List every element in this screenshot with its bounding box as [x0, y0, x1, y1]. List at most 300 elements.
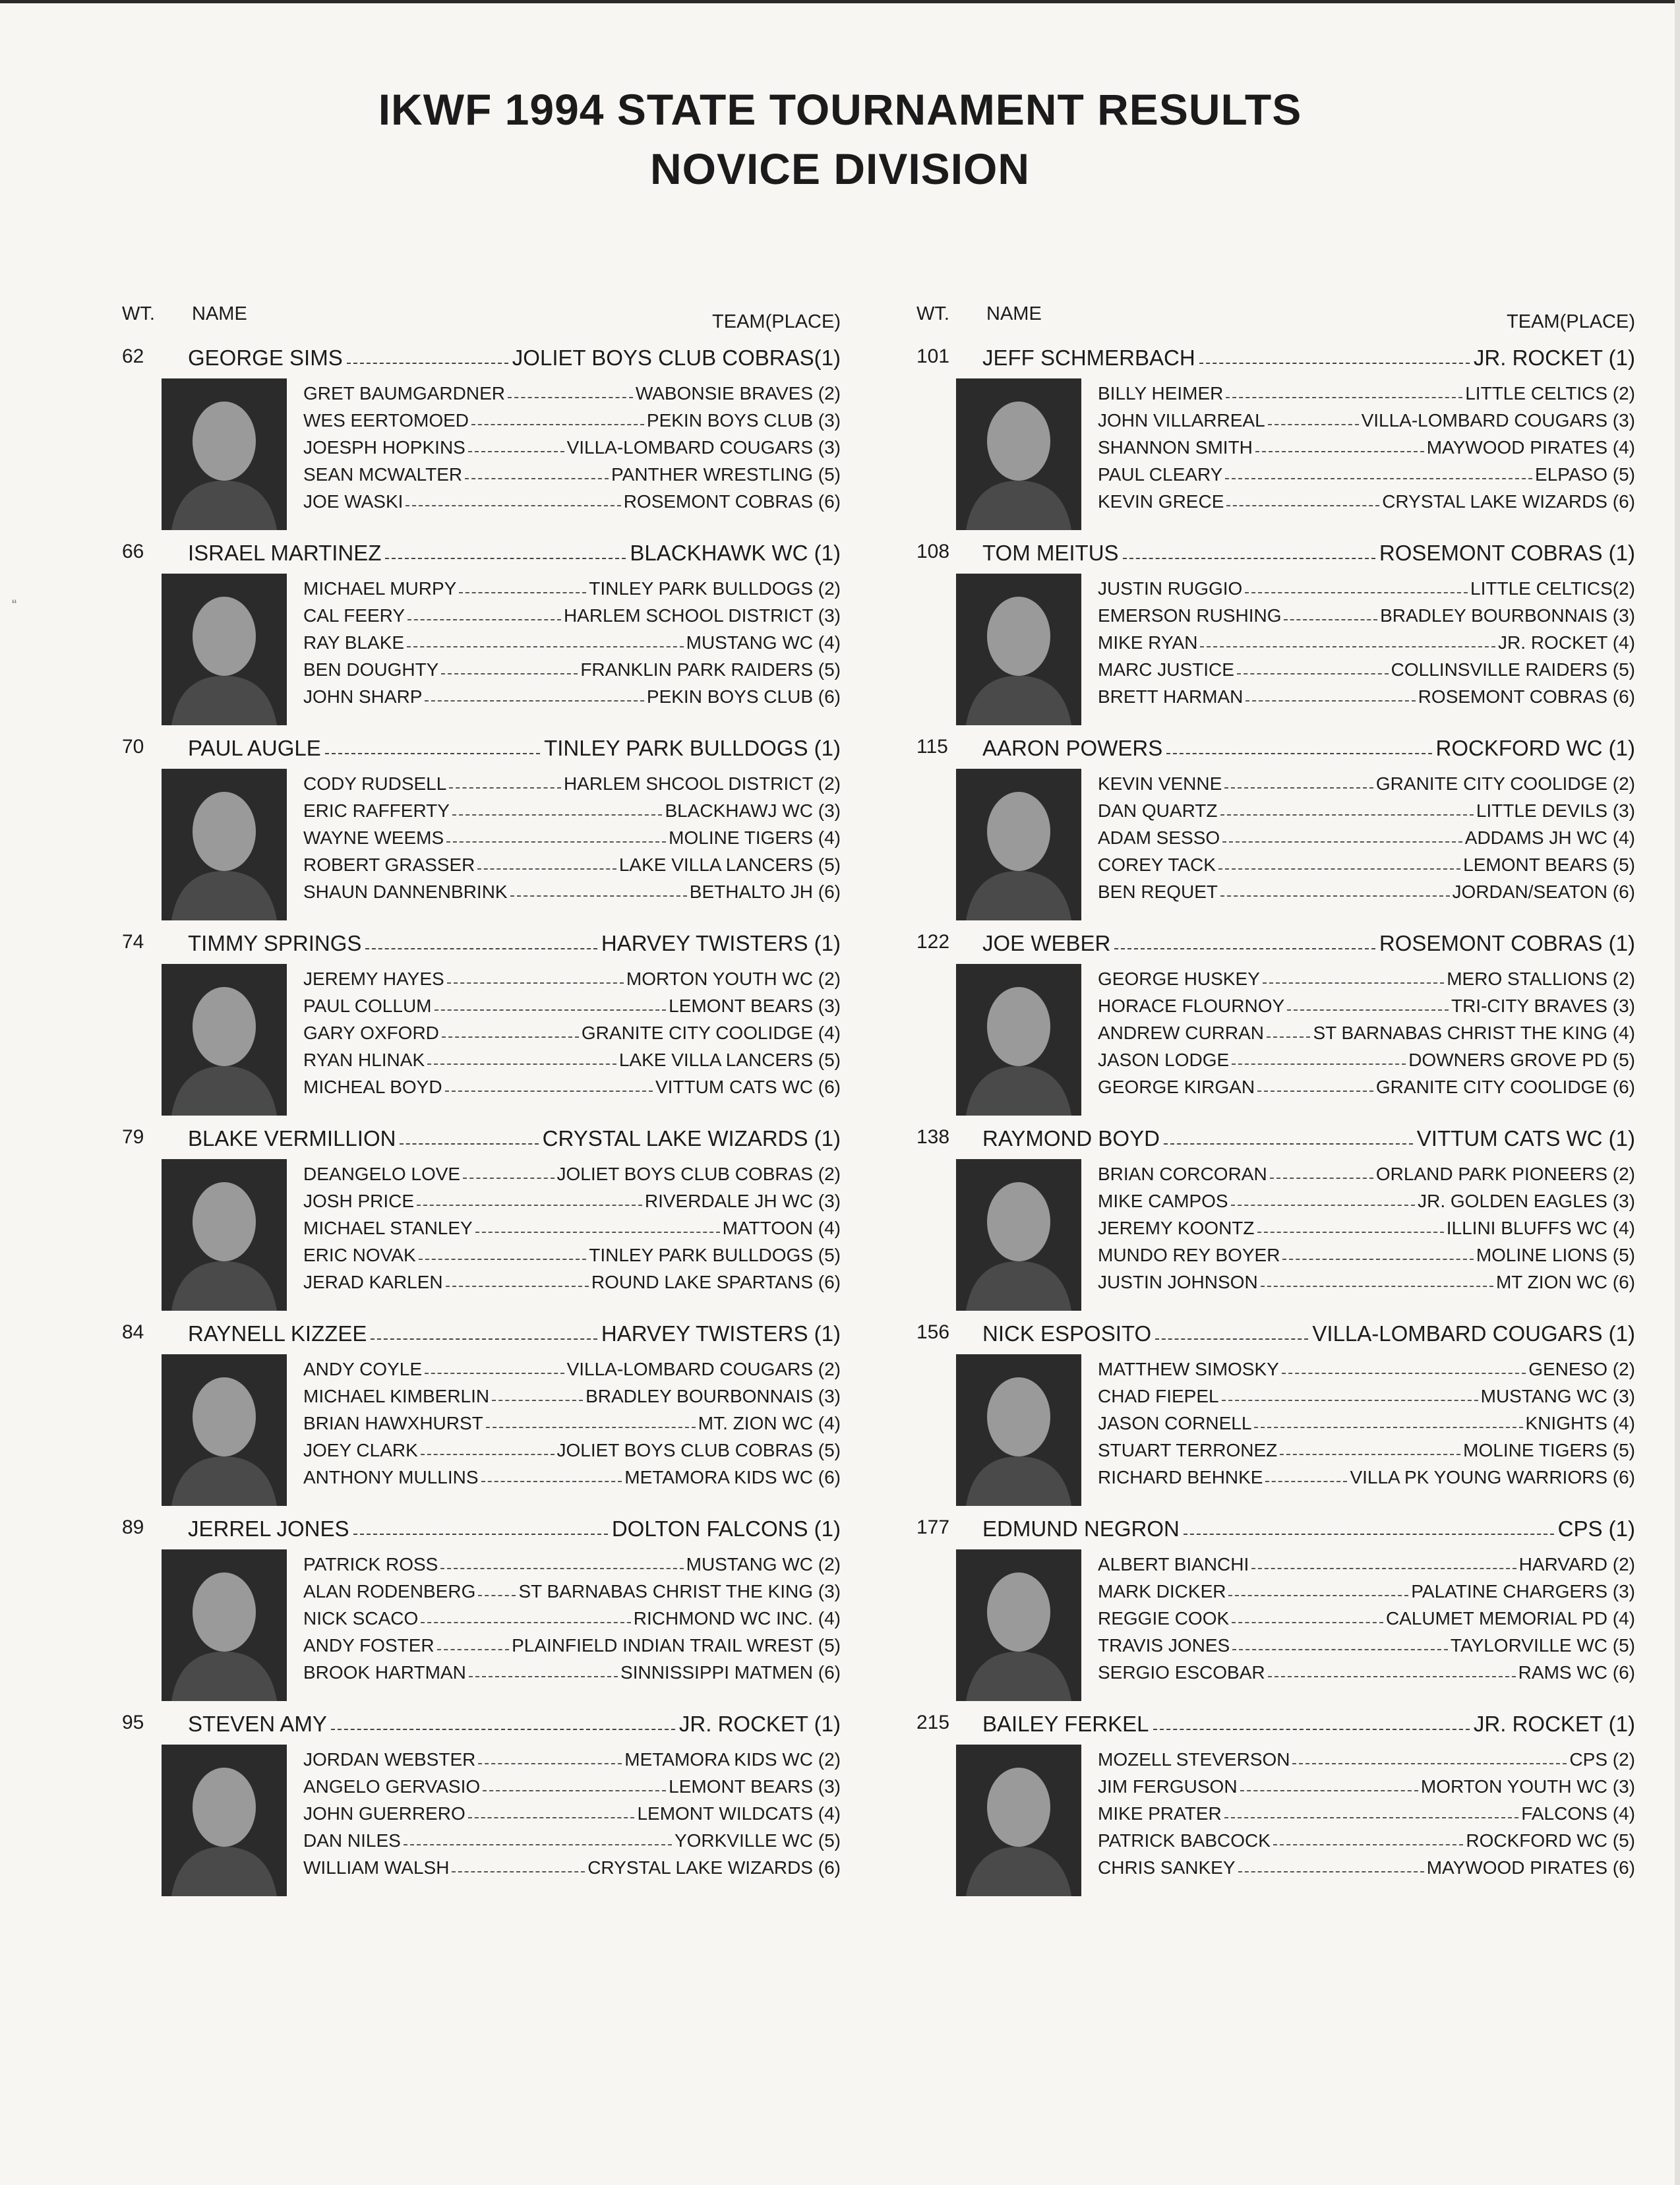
placer-name: GEORGE HUSKEY — [1098, 969, 1260, 989]
champion-team-place: CPS (1) — [1557, 1516, 1635, 1541]
dotted-leader — [1114, 948, 1375, 949]
dotted-leader — [1257, 1232, 1444, 1233]
placer-list — [303, 377, 841, 512]
dotted-leader — [471, 424, 644, 425]
placer-row — [303, 599, 841, 626]
weight-value: 70 — [122, 736, 144, 758]
champion-name: JOE WEBER — [982, 931, 1111, 955]
dotted-leader — [1287, 1009, 1449, 1011]
placer-team-place: MUSTANG WC (4) — [686, 632, 841, 653]
dotted-leader — [1232, 1063, 1406, 1065]
dotted-leader — [407, 619, 561, 620]
placer-list — [303, 572, 841, 707]
placer-list — [1098, 963, 1635, 1098]
champion-team-place: DOLTON FALCONS (1) — [611, 1516, 841, 1541]
placer-row — [303, 1575, 841, 1602]
dotted-leader — [1261, 1286, 1493, 1287]
placer-row — [1098, 1017, 1635, 1044]
dotted-leader — [1200, 646, 1495, 647]
team-place-header: TEAM(PLACE) — [1507, 311, 1635, 332]
placer-name: SERGIO ESCOBAR — [1098, 1662, 1265, 1683]
placer-row — [1098, 485, 1635, 512]
placer-list — [303, 963, 841, 1098]
placer-name: JOEY CLARK — [303, 1440, 418, 1460]
placer-team-place: VILLA-LOMBARD COUGARS (3) — [1361, 410, 1635, 431]
champion-name: TOM MEITUS — [982, 541, 1119, 565]
champion-team-place: JR. ROCKET (1) — [1473, 1712, 1635, 1736]
placer-team-place: TINLEY PARK BULLDOGS (2) — [589, 578, 841, 599]
dotted-leader — [468, 451, 564, 452]
champion-name: RAYMOND BOYD — [982, 1126, 1160, 1151]
dotted-leader — [445, 1091, 653, 1092]
placer-team-place: TINLEY PARK BULLDOGS (5) — [589, 1245, 841, 1265]
dotted-leader — [1218, 868, 1460, 870]
wrestler-photo — [162, 769, 287, 920]
placer-row — [303, 1407, 841, 1434]
placer-name: BRETT HARMAN — [1098, 686, 1244, 707]
weight-header: WT. — [916, 303, 949, 324]
placer-name: MIKE PRATER — [1098, 1803, 1222, 1824]
dotted-leader — [404, 1844, 672, 1845]
placer-row — [1098, 1266, 1635, 1293]
placer-row — [303, 1434, 841, 1461]
dotted-leader — [483, 1790, 666, 1791]
placer-row — [1098, 1044, 1635, 1071]
placer-row — [1098, 1461, 1635, 1488]
dotted-leader — [508, 397, 633, 398]
dotted-leader — [1263, 982, 1444, 984]
page-title: IKWF 1994 STATE TOURNAMENT RESULTS — [378, 85, 1302, 134]
placer-row — [303, 1548, 841, 1575]
placer-name: EMERSON RUSHING — [1098, 605, 1282, 626]
placer-row — [303, 1239, 841, 1266]
placer-team-place: LEMONT WILDCATS (4) — [637, 1803, 841, 1824]
placer-team-place: LEMONT BEARS (3) — [669, 1776, 841, 1797]
placer-name: JOESPH HOPKINS — [303, 437, 465, 458]
dotted-leader — [446, 841, 666, 843]
weight-class-block — [916, 345, 1635, 538]
weight-value: 122 — [916, 931, 950, 953]
placer-row — [1098, 1212, 1635, 1239]
placer-row — [303, 377, 841, 404]
champion-name: JERREL JONES — [188, 1516, 349, 1541]
dotted-leader — [1232, 1649, 1448, 1650]
placer-name: TRAVIS JONES — [1098, 1635, 1230, 1656]
champion-row — [982, 541, 1635, 566]
dotted-leader — [1257, 1091, 1373, 1092]
dotted-leader — [1155, 1338, 1308, 1340]
margin-mark: “ — [12, 597, 17, 613]
dotted-leader — [435, 1009, 667, 1011]
dotted-leader — [463, 1178, 554, 1179]
placer-row — [1098, 1851, 1635, 1878]
placer-name: MICHEAL BOYD — [303, 1077, 442, 1097]
placer-row — [303, 794, 841, 822]
placer-name: ALBERT BIANCHI — [1098, 1554, 1249, 1574]
placer-team-place: CRYSTAL LAKE WIZARDS (6) — [1382, 491, 1635, 512]
weight-value: 101 — [916, 345, 950, 367]
placer-name: MARK DICKER — [1098, 1581, 1226, 1601]
placer-team-place: PLAINFIELD INDIAN TRAIL WREST (5) — [512, 1635, 841, 1656]
placer-name: GRET BAUMGARDNER — [303, 383, 505, 404]
dotted-leader — [1273, 1844, 1463, 1845]
dotted-leader — [425, 1373, 564, 1374]
dotted-leader — [1268, 424, 1359, 425]
placer-team-place: MATTOON (4) — [722, 1218, 841, 1238]
placer-row — [303, 1266, 841, 1293]
wrestler-photo — [162, 574, 287, 725]
weight-value: 84 — [122, 1321, 144, 1343]
wrestler-photo — [956, 964, 1081, 1116]
dotted-leader — [442, 1036, 579, 1038]
dotted-leader — [427, 1063, 616, 1065]
placer-team-place: GRANITE CITY COOLIDGE (6) — [1375, 1077, 1635, 1097]
placer-row — [1098, 404, 1635, 431]
champion-name: PAUL AUGLE — [188, 736, 321, 760]
placer-row — [303, 1044, 841, 1071]
dotted-leader — [1245, 700, 1415, 702]
placer-row — [1098, 876, 1635, 903]
placer-row — [303, 1629, 841, 1656]
dotted-leader — [1254, 1427, 1522, 1428]
placer-team-place: VITTUM CATS WC (6) — [655, 1077, 841, 1097]
placer-name: BROOK HARTMAN — [303, 1662, 466, 1683]
dotted-leader — [449, 787, 561, 789]
placer-name: MOZELL STEVERSON — [1098, 1749, 1290, 1770]
weight-value: 79 — [122, 1126, 144, 1148]
weight-class-block — [122, 1516, 841, 1709]
placer-row — [303, 876, 841, 903]
dotted-leader — [1265, 1481, 1347, 1482]
dotted-leader — [1255, 451, 1424, 452]
placer-team-place: JOLIET BOYS CLUB COBRAS (5) — [556, 1440, 841, 1460]
dotted-leader — [347, 363, 508, 364]
placer-team-place: MOLINE TIGERS (5) — [1463, 1440, 1635, 1460]
placer-name: MATTHEW SIMOSKY — [1098, 1359, 1279, 1379]
placer-team-place: GRANITE CITY COOLIDGE (2) — [1375, 773, 1635, 794]
champion-row — [982, 736, 1635, 761]
placer-name: ANGELO GERVASIO — [303, 1776, 481, 1797]
dotted-leader — [459, 592, 586, 593]
placer-name: JOHN VILLARREAL — [1098, 410, 1265, 431]
champion-row — [188, 1516, 841, 1541]
placer-team-place: COLLINSVILLE RAIDERS (5) — [1391, 659, 1635, 680]
placer-team-place: JORDAN/SEATON (6) — [1452, 882, 1635, 902]
placer-row — [1098, 822, 1635, 849]
placer-name: REGGIE COOK — [1098, 1608, 1230, 1629]
dotted-leader — [1240, 1790, 1418, 1791]
placer-row — [1098, 431, 1635, 458]
weight-class-block — [916, 1712, 1635, 1904]
placer-list — [1098, 767, 1635, 903]
placer-team-place: MAYWOOD PIRATES (6) — [1426, 1857, 1635, 1878]
placer-name: ANTHONY MULLINS — [303, 1467, 479, 1487]
champion-row — [982, 1516, 1635, 1541]
placer-team-place: MOLINE TIGERS (4) — [669, 827, 841, 848]
champion-team-place: ROCKFORD WC (1) — [1435, 736, 1635, 760]
placer-list — [1098, 1158, 1635, 1293]
placer-row — [1098, 1575, 1635, 1602]
placer-team-place: TAYLORVILLE WC (5) — [1450, 1635, 1635, 1656]
placer-row — [303, 822, 841, 849]
placer-name: BEN DOUGHTY — [303, 659, 439, 680]
placer-team-place: MT. ZION WC (4) — [698, 1413, 841, 1433]
weight-class-block — [916, 931, 1635, 1123]
placer-name: SHAUN DANNENBRINK — [303, 882, 508, 902]
placer-name: ERIC NOVAK — [303, 1245, 416, 1265]
placer-name: ALAN RODENBERG — [303, 1581, 476, 1601]
column-header — [916, 303, 1635, 343]
dotted-leader — [353, 1534, 608, 1535]
weight-value: 108 — [916, 541, 950, 562]
placer-list — [303, 1548, 841, 1683]
placer-list — [1098, 1743, 1635, 1878]
placer-name: WILLIAM WALSH — [303, 1857, 450, 1878]
placer-row — [303, 680, 841, 707]
placer-team-place: MERO STALLIONS (2) — [1447, 969, 1635, 989]
champion-name: STEVEN AMY — [188, 1712, 327, 1736]
placer-team-place: MT ZION WC (6) — [1495, 1272, 1635, 1292]
weight-class-block — [122, 1321, 841, 1514]
dotted-leader — [1164, 1143, 1413, 1145]
placer-team-place: BLACKHAWJ WC (3) — [665, 800, 841, 821]
placer-list — [303, 767, 841, 903]
placer-name: MICHAEL STANLEY — [303, 1218, 473, 1238]
placer-row — [1098, 963, 1635, 990]
placer-name: WES EERTOMOED — [303, 410, 469, 431]
champion-name: BAILEY FERKEL — [982, 1712, 1149, 1736]
weight-value: 95 — [122, 1712, 144, 1733]
placer-name: GEORGE KIRGAN — [1098, 1077, 1255, 1097]
placer-row — [1098, 626, 1635, 653]
champion-team-place: CRYSTAL LAKE WIZARDS (1) — [542, 1126, 841, 1151]
placer-row — [303, 626, 841, 653]
placer-team-place: YORKVILLE WC (5) — [674, 1830, 841, 1851]
placer-row — [1098, 458, 1635, 485]
wrestler-photo — [162, 1159, 287, 1311]
weight-value: 156 — [916, 1321, 950, 1343]
dotted-leader — [400, 1143, 538, 1145]
dotted-leader — [1226, 505, 1379, 506]
placer-team-place: BRADLEY BOURBONNAIS (3) — [585, 1386, 841, 1406]
placer-name: BILLY HEIMER — [1098, 383, 1224, 404]
placer-name: MICHAEL MURPY — [303, 578, 457, 599]
dotted-leader — [486, 1427, 696, 1428]
champion-team-place: HARVEY TWISTERS (1) — [601, 931, 841, 955]
placer-name: JUSTIN RUGGIO — [1098, 578, 1243, 599]
placer-name: KEVIN GRECE — [1098, 491, 1224, 512]
placer-name: STUART TERRONEZ — [1098, 1440, 1278, 1460]
champion-team-place: ROSEMONT COBRAS (1) — [1379, 931, 1635, 955]
champion-team-place: ROSEMONT COBRAS (1) — [1379, 541, 1635, 565]
placer-name: ANDREW CURRAN — [1098, 1023, 1264, 1043]
placer-team-place: ST BARNABAS CHRIST THE KING (3) — [518, 1581, 841, 1601]
placer-team-place: GENESO (2) — [1528, 1359, 1635, 1379]
dotted-leader — [1224, 1817, 1519, 1818]
placer-row — [303, 1017, 841, 1044]
dotted-leader — [1226, 397, 1462, 398]
dotted-leader — [437, 1649, 509, 1650]
placer-team-place: LITTLE CELTICS (2) — [1465, 383, 1635, 404]
placer-row — [1098, 1158, 1635, 1185]
dotted-leader — [419, 1259, 587, 1260]
name-header: NAME — [192, 303, 247, 324]
weight-class-block — [122, 931, 841, 1123]
placer-row — [1098, 1770, 1635, 1797]
placer-team-place: MUSTANG WC (3) — [1480, 1386, 1635, 1406]
placer-row — [1098, 1656, 1635, 1683]
champion-team-place: BLACKHAWK WC (1) — [630, 541, 841, 565]
champion-row — [982, 1712, 1635, 1737]
placer-name: JEREMY HAYES — [303, 969, 444, 989]
placer-row — [303, 1461, 841, 1488]
weight-class-block — [122, 1712, 841, 1904]
champion-row — [188, 541, 841, 566]
dotted-leader — [1251, 1568, 1516, 1569]
placer-name: SHANNON SMITH — [1098, 437, 1253, 458]
placer-team-place: VILLA PK YOUNG WARRIORS (6) — [1350, 1467, 1635, 1487]
placer-row — [1098, 1602, 1635, 1629]
placer-team-place: RICHMOND WC INC. (4) — [633, 1608, 841, 1629]
placer-row — [303, 653, 841, 680]
placer-team-place: LITTLE DEVILS (3) — [1476, 800, 1635, 821]
placer-name: MARC JUSTICE — [1098, 659, 1234, 680]
placer-row — [1098, 990, 1635, 1017]
placer-row — [1098, 653, 1635, 680]
name-header: NAME — [986, 303, 1042, 324]
placer-list — [1098, 377, 1635, 512]
dotted-leader — [1231, 1205, 1416, 1206]
dotted-leader — [1282, 1259, 1473, 1260]
placer-team-place: ST BARNABAS CHRIST THE KING (4) — [1313, 1023, 1635, 1043]
dotted-leader — [1268, 1676, 1516, 1677]
champion-name: TIMMY SPRINGS — [188, 931, 362, 955]
placer-row — [303, 1770, 841, 1797]
placer-row — [303, 431, 841, 458]
dotted-leader — [421, 1454, 555, 1455]
placer-team-place: MORTON YOUTH WC (3) — [1420, 1776, 1635, 1797]
placer-team-place: HARLEM SCHOOL DISTRICT (3) — [563, 605, 841, 626]
placer-team-place: GRANITE CITY COOLIDGE (4) — [581, 1023, 841, 1043]
placer-team-place: PEKIN BOYS CLUB (3) — [646, 410, 841, 431]
placer-list — [1098, 1548, 1635, 1683]
placer-name: JORDAN WEBSTER — [303, 1749, 476, 1770]
placer-team-place: WABONSIE BRAVES (2) — [635, 383, 841, 404]
weight-class-block — [916, 541, 1635, 733]
champion-team-place: JR. ROCKET (1) — [1473, 345, 1635, 370]
left-results-column — [122, 303, 841, 1904]
dotted-leader — [1292, 1763, 1567, 1764]
weight-class-block — [916, 736, 1635, 928]
placer-team-place: DOWNERS GROVE PD (5) — [1408, 1050, 1635, 1070]
placer-row — [1098, 1071, 1635, 1098]
placer-team-place: ORLAND PARK PIONEERS (2) — [1375, 1164, 1635, 1184]
placer-row — [1098, 1824, 1635, 1851]
dotted-leader — [1153, 1729, 1470, 1730]
wrestler-photo — [162, 1745, 287, 1896]
placer-team-place: VILLA-LOMBARD COUGARS (2) — [566, 1359, 841, 1379]
placer-team-place: CPS (2) — [1569, 1749, 1635, 1770]
dotted-leader — [1267, 1036, 1310, 1038]
champion-row — [188, 1126, 841, 1151]
placer-row — [1098, 1185, 1635, 1212]
placer-row — [303, 1602, 841, 1629]
champion-team-place: VILLA-LOMBARD COUGARS (1) — [1312, 1321, 1635, 1346]
placer-team-place: ELPASO (5) — [1535, 464, 1635, 485]
placer-name: BEN REQUET — [1098, 882, 1218, 902]
weight-value: 66 — [122, 541, 144, 562]
placer-team-place: PALATINE CHARGERS (3) — [1411, 1581, 1635, 1601]
page-subtitle: NOVICE DIVISION — [649, 144, 1031, 193]
placer-name: MIKE CAMPOS — [1098, 1191, 1228, 1211]
placer-name: BRIAN HAWXHURST — [303, 1413, 483, 1433]
dotted-leader — [446, 1286, 589, 1287]
placer-name: SEAN MCWALTER — [303, 464, 463, 485]
placer-name: JERAD KARLEN — [303, 1272, 443, 1292]
placer-team-place: SINNISSIPPI MATMEN (6) — [620, 1662, 841, 1683]
placer-name: PAUL CLEARY — [1098, 464, 1223, 485]
placer-name: MICHAEL KIMBERLIN — [303, 1386, 490, 1406]
placer-name: WAYNE WEEMS — [303, 827, 444, 848]
placer-team-place: METAMORA KIDS WC (2) — [624, 1749, 841, 1770]
placer-team-place: MORTON YOUTH WC (2) — [626, 969, 841, 989]
dotted-leader — [1166, 753, 1431, 754]
top-border-line — [0, 0, 1680, 3]
dotted-leader — [1199, 363, 1470, 364]
placer-row — [303, 1743, 841, 1770]
weight-value: 138 — [916, 1126, 950, 1148]
wrestler-photo — [162, 1354, 287, 1506]
placer-row — [1098, 1743, 1635, 1770]
placer-team-place: TRI-CITY BRAVES (3) — [1451, 996, 1635, 1016]
right-results-column — [916, 303, 1635, 1904]
dotted-leader — [1270, 1178, 1373, 1179]
dotted-leader — [510, 895, 687, 897]
dotted-leader — [1237, 673, 1389, 674]
champion-team-place: TINLEY PARK BULLDOGS (1) — [544, 736, 841, 760]
dotted-leader — [1184, 1534, 1554, 1535]
placer-team-place: LAKE VILLA LANCERS (5) — [618, 1050, 841, 1070]
champion-name: EDMUND NEGRON — [982, 1516, 1180, 1541]
placer-row — [303, 1797, 841, 1824]
team-place-header: TEAM(PLACE) — [712, 311, 841, 332]
placer-name: JEREMY KOONTZ — [1098, 1218, 1255, 1238]
placer-name: PATRICK ROSS — [303, 1554, 438, 1574]
dotted-leader — [1282, 1373, 1526, 1374]
placer-team-place: FRANKLIN PARK RAIDERS (5) — [580, 659, 841, 680]
champion-name: ISRAEL MARTINEZ — [188, 541, 382, 565]
placer-list — [303, 1743, 841, 1878]
weight-value: 62 — [122, 345, 144, 367]
wrestler-photo — [162, 964, 287, 1116]
placer-name: JOHN GUERRERO — [303, 1803, 465, 1824]
weight-value: 89 — [122, 1516, 144, 1538]
placer-row — [303, 1185, 841, 1212]
dotted-leader — [425, 700, 644, 702]
dotted-leader — [492, 1400, 583, 1401]
weight-class-block — [916, 1321, 1635, 1514]
placer-row — [1098, 1407, 1635, 1434]
champion-row — [982, 931, 1635, 956]
placer-team-place: ROSEMONT COBRAS (6) — [623, 491, 841, 512]
placer-team-place: BETHALTO JH (6) — [689, 882, 841, 902]
placer-name: RICHARD BEHNKE — [1098, 1467, 1263, 1487]
champion-row — [982, 1321, 1635, 1346]
champion-name: JEFF SCHMERBACH — [982, 345, 1195, 370]
dotted-leader — [465, 478, 609, 479]
placer-row — [1098, 680, 1635, 707]
wrestler-photo — [956, 1745, 1081, 1896]
